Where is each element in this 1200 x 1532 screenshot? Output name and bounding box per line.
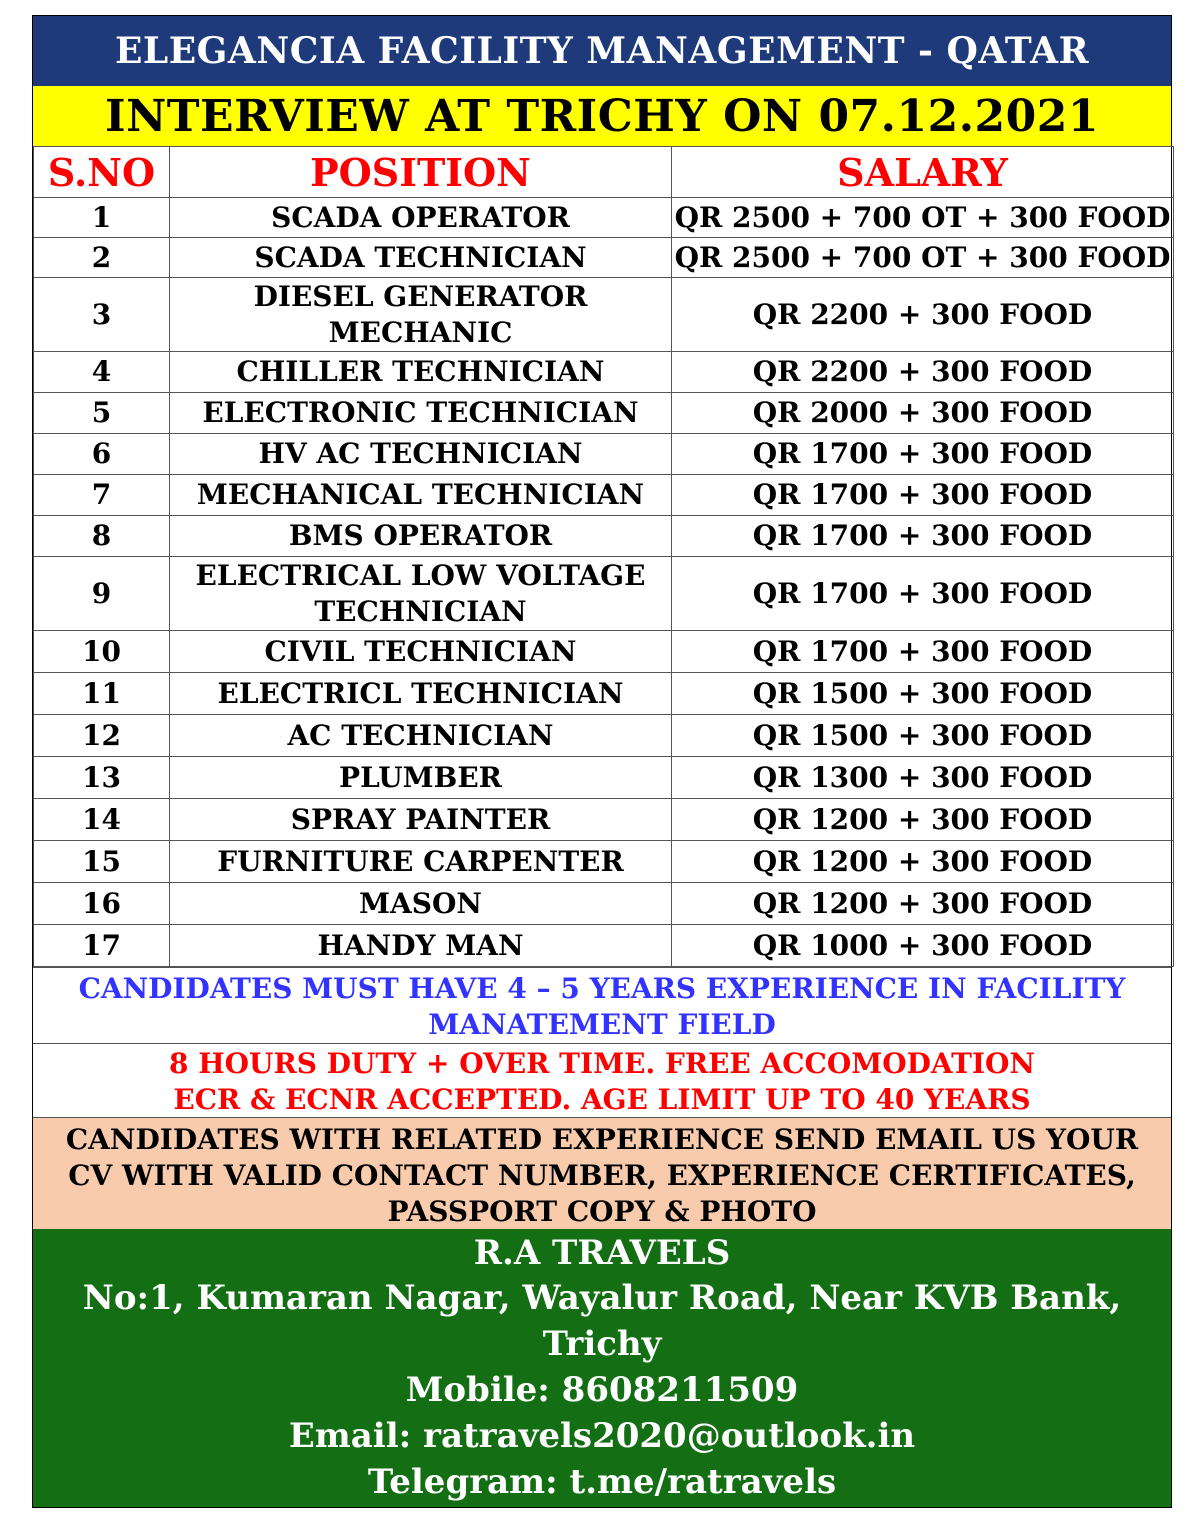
telegram-link: Telegram: t.me/ratravels bbox=[367, 1462, 837, 1502]
table-row bbox=[34, 715, 1174, 757]
table-row bbox=[34, 516, 1174, 557]
table-row bbox=[34, 475, 1174, 516]
row-salary: QR 2500 + 700 OT + 300 FOOD bbox=[672, 238, 1174, 278]
row-sno: 16 bbox=[34, 883, 170, 925]
table-row bbox=[34, 393, 1174, 434]
table-row bbox=[34, 352, 1174, 393]
row-position: BMS OPERATOR bbox=[170, 516, 672, 557]
positions-table bbox=[33, 146, 1174, 967]
row-salary: QR 1700 + 300 FOOD bbox=[672, 434, 1174, 475]
row-sno: 4 bbox=[34, 352, 170, 393]
row-salary: QR 1700 + 300 FOOD bbox=[672, 475, 1174, 516]
agency-name: R.A TRAVELS bbox=[473, 1233, 731, 1273]
interview-date-banner: INTERVIEW AT TRICHY ON 07.12.2021 bbox=[33, 86, 1171, 146]
row-sno: 17 bbox=[34, 925, 170, 967]
table-row bbox=[34, 883, 1174, 925]
row-salary: QR 2200 + 300 FOOD bbox=[672, 352, 1174, 393]
row-position: AC TECHNICIAN bbox=[170, 715, 672, 757]
row-sno: 9 bbox=[34, 557, 170, 631]
table-row bbox=[34, 631, 1174, 673]
column-header-position: POSITION bbox=[170, 147, 672, 198]
row-position: SCADA TECHNICIAN bbox=[170, 238, 672, 278]
table-row bbox=[34, 673, 1174, 715]
table-header-row bbox=[34, 147, 1174, 198]
row-position: SPRAY PAINTER bbox=[170, 799, 672, 841]
table-row bbox=[34, 757, 1174, 799]
row-salary: QR 1000 + 300 FOOD bbox=[672, 925, 1174, 967]
row-sno: 8 bbox=[34, 516, 170, 557]
row-sno: 12 bbox=[34, 715, 170, 757]
row-salary: QR 2500 + 700 OT + 300 FOOD bbox=[672, 198, 1174, 238]
duty-line-1: 8 HOURS DUTY + OVER TIME. FREE ACCOMODATION bbox=[168, 1047, 1035, 1080]
row-sno: 10 bbox=[34, 631, 170, 673]
row-position: PLUMBER bbox=[170, 757, 672, 799]
row-position: SCADA OPERATOR bbox=[170, 198, 672, 238]
experience-requirement bbox=[33, 967, 1171, 1043]
row-sno: 6 bbox=[34, 434, 170, 475]
table-row bbox=[34, 557, 1174, 631]
row-salary: QR 1700 + 300 FOOD bbox=[672, 516, 1174, 557]
row-sno: 13 bbox=[34, 757, 170, 799]
table-row bbox=[34, 278, 1174, 352]
row-position: ELECTRICL TECHNICIAN bbox=[170, 673, 672, 715]
email-address: Email: ratravels2020@outlook.in bbox=[288, 1416, 916, 1456]
duty-line-2: ECR & ECNR ACCEPTED. AGE LIMIT UP TO 40 YEARS bbox=[173, 1083, 1031, 1116]
row-salary: QR 1500 + 300 FOOD bbox=[672, 715, 1174, 757]
row-sno: 2 bbox=[34, 238, 170, 278]
row-sno: 5 bbox=[34, 393, 170, 434]
row-salary: QR 1700 + 300 FOOD bbox=[672, 557, 1174, 631]
table-row bbox=[34, 799, 1174, 841]
experience-text: CANDIDATES MUST HAVE 4 – 5 YEARS EXPERIENCE IN FACILITY MANATEMENT FIELD bbox=[78, 972, 1126, 1041]
company-title: ELEGANCIA FACILITY MANAGEMENT - QATAR bbox=[33, 16, 1171, 86]
table-row bbox=[34, 238, 1174, 278]
cv-text: CANDIDATES WITH RELATED EXPERIENCE SEND EMAIL US YOUR CV WITH VALID CONTACT NUMBER, EXPERIENCE CERTIFICATES, PASSPORT COPY & PHOTO bbox=[65, 1123, 1139, 1228]
row-position: CHILLER TECHNICIAN bbox=[170, 352, 672, 393]
row-position: ELECTRONIC TECHNICIAN bbox=[170, 393, 672, 434]
row-salary: QR 2000 + 300 FOOD bbox=[672, 393, 1174, 434]
row-position: MECHANICAL TECHNICIAN bbox=[170, 475, 672, 516]
column-header-sno: S.NO bbox=[34, 147, 170, 198]
row-salary: QR 1200 + 300 FOOD bbox=[672, 799, 1174, 841]
recruitment-flyer bbox=[32, 15, 1172, 1508]
table-row bbox=[34, 434, 1174, 475]
row-salary: QR 1200 + 300 FOOD bbox=[672, 841, 1174, 883]
cv-instructions bbox=[33, 1117, 1171, 1229]
row-salary: QR 1700 + 300 FOOD bbox=[672, 631, 1174, 673]
row-position: CIVIL TECHNICIAN bbox=[170, 631, 672, 673]
table-row bbox=[34, 198, 1174, 238]
agency-address: No:1, Kumaran Nagar, Wayalur Road, Near KVB Bank, Trichy bbox=[82, 1278, 1122, 1364]
row-sno: 1 bbox=[34, 198, 170, 238]
row-sno: 3 bbox=[34, 278, 170, 352]
column-header-salary: SALARY bbox=[672, 147, 1174, 198]
row-sno: 14 bbox=[34, 799, 170, 841]
row-sno: 15 bbox=[34, 841, 170, 883]
row-position: MASON bbox=[170, 883, 672, 925]
row-sno: 11 bbox=[34, 673, 170, 715]
row-salary: QR 1300 + 300 FOOD bbox=[672, 757, 1174, 799]
duty-terms bbox=[33, 1043, 1171, 1117]
row-salary: QR 2200 + 300 FOOD bbox=[672, 278, 1174, 352]
row-salary: QR 1500 + 300 FOOD bbox=[672, 673, 1174, 715]
row-position: ELECTRICAL LOW VOLTAGE TECHNICIAN bbox=[170, 557, 672, 631]
row-salary: QR 1200 + 300 FOOD bbox=[672, 883, 1174, 925]
mobile-number: Mobile: 8608211509 bbox=[405, 1370, 799, 1410]
row-position: HANDY MAN bbox=[170, 925, 672, 967]
row-position: DIESEL GENERATOR MECHANIC bbox=[170, 278, 672, 352]
row-sno: 7 bbox=[34, 475, 170, 516]
contact-section bbox=[33, 1229, 1171, 1507]
table-row bbox=[34, 925, 1174, 967]
row-position: HV AC TECHNICIAN bbox=[170, 434, 672, 475]
row-position: FURNITURE CARPENTER bbox=[170, 841, 672, 883]
table-row bbox=[34, 841, 1174, 883]
